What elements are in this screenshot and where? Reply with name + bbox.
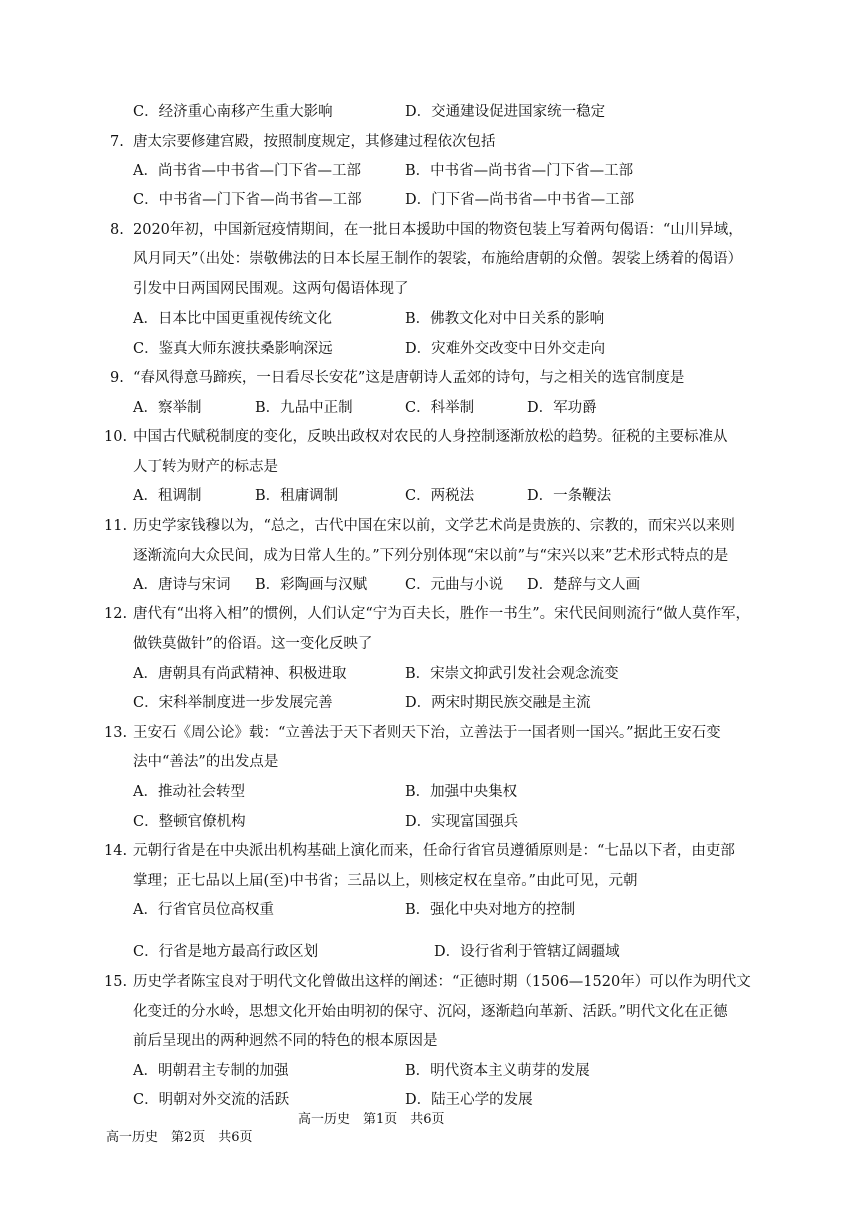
q10-stem-line2: 人丁转为财产的标志是: [133, 459, 278, 475]
q13-option-c: C．整顿官僚机构: [133, 814, 246, 830]
q8-option-b: B．佛教文化对中日关系的影响: [405, 311, 605, 327]
q14-stem: 元朝行省是在中央派出机构基础上演化而来，任命行省官员遵循原则是：“七品以下者，由吏部: [133, 843, 735, 859]
q15-option-b: B．明代资本主义萌芽的发展: [405, 1063, 590, 1079]
q8-stem: 2020年初，中国新冠疫情期间，在一批日本援助中国的物资包装上写着两句偈语：“山川异域，: [133, 222, 743, 238]
q8-option-a: A．日本比中国更重视传统文化: [133, 311, 332, 327]
q7-stem: 唐太宗要修建宫殿，按照制度规定，其修建过程依次包括: [133, 134, 496, 150]
q14-stem-line2: 掌理；正七品以上届(至)中书省；三品以上，则核定权在皇帝。”由此可见，元朝: [133, 873, 638, 889]
q14-option-b: B．强化中央对地方的控制: [405, 902, 576, 918]
q10-option-d: D．一条鞭法: [527, 488, 612, 504]
q9-option-d: D．军功爵: [527, 400, 597, 416]
q7-option-a: A．尚书省—中书省—门下省—工部: [133, 163, 361, 179]
q14-option-c: C．行省是地方最高行政区划: [133, 944, 319, 960]
q8-option-c: C．鉴真大师东渡扶桑影响深远: [133, 341, 333, 357]
q10-option-b: B．租庸调制: [255, 488, 339, 504]
q6-option-d: D．交通建设促进国家统一稳定: [405, 104, 606, 120]
q12-option-b: B．宋崇文抑武引发社会观念流变: [405, 666, 619, 682]
q7-number: 7.: [110, 134, 124, 150]
q10-stem: 中国古代赋税制度的变化，反映出政权对农民的人身控制逐渐放松的趋势。征税的主要标准从: [133, 429, 728, 445]
q15-option-d: D．陆王心学的发展: [405, 1092, 533, 1108]
page-footer-left: 高一历史 第2页 共6页: [106, 1130, 253, 1145]
q14-number: 14.: [104, 843, 128, 859]
q8-number: 8.: [110, 222, 124, 238]
page-footer-center: 高一历史 第1页 共6页: [298, 1112, 445, 1127]
q15-number: 15.: [104, 974, 128, 990]
q13-number: 13.: [104, 725, 128, 741]
q9-option-b: B．九品中正制: [255, 400, 353, 416]
q7-option-d: D．门下省—尚书省—中书省—工部: [405, 192, 635, 208]
q12-option-a: A．唐朝具有尚武精神、积极进取: [133, 666, 347, 682]
q8-stem-line2: 风月同天”（出处：崇敬佛法的日本长屋王制作的袈裟，布施给唐朝的众僧。袈裟上绣着的偈语）: [133, 251, 743, 267]
q15-option-a: A．明朝君主专制的加强: [133, 1063, 289, 1079]
q13-option-d: D．实现富国强兵: [405, 814, 519, 830]
q13-stem-line2: 法中“善法”的出发点是: [133, 754, 279, 770]
q13-option-b: B．加强中央集权: [405, 784, 518, 800]
q10-number: 10.: [104, 429, 128, 445]
q11-option-a: A．唐诗与宋词: [133, 577, 231, 593]
q12-option-c: C．宋科举制度进一步发展完善: [133, 695, 333, 711]
q11-stem-line2: 逐渐流向大众民间，成为日常人生的。”下列分别体现“宋以前”与“宋兴以来”艺术形式特点的是: [133, 548, 729, 564]
q9-option-a: A．察举制: [133, 400, 202, 416]
q15-stem-line3: 前后呈现出的两种迥然不同的特色的根本原因是: [133, 1033, 438, 1049]
q10-option-c: C．两税法: [405, 488, 475, 504]
q8-stem-line3: 引发中日两国网民围观。这两句偈语体现了: [133, 281, 409, 297]
q12-option-d: D．两宋时期民族交融是主流: [405, 695, 591, 711]
q12-stem-line2: 做铁莫做针”的俗语。这一变化反映了: [133, 636, 373, 652]
q14-option-d: D．设行省利于管辖辽阔疆域: [434, 944, 620, 960]
q9-number: 9.: [110, 370, 124, 386]
q7-option-c: C．中书省—门下省—尚书省—工部: [133, 192, 362, 208]
q15-option-c: C．明朝对外交流的活跃: [133, 1092, 290, 1108]
q14-option-a: A．行省官员位高权重: [133, 902, 274, 918]
q10-option-a: A．租调制: [133, 488, 202, 504]
q11-option-b: B．彩陶画与汉赋: [255, 577, 368, 593]
q13-stem: 王安石《周公论》载：“立善法于天下者则天下治，立善法于一国者则一国兴。”据此王安石变: [133, 725, 721, 741]
q12-number: 12.: [104, 606, 128, 622]
q9-stem: “春风得意马蹄疾，一日看尽长安花”这是唐朝诗人孟郊的诗句，与之相关的选官制度是: [133, 370, 685, 386]
q7-option-b: B．中书省—尚书省—门下省—工部: [405, 163, 634, 179]
q6-option-c: C．经济重心南移产生重大影响: [133, 104, 333, 120]
q11-option-d: D．楚辞与文人画: [527, 577, 641, 593]
q15-stem-line2: 化变迁的分水岭，思想文化开始由明初的保守、沉闷，逐渐趋向革新、活跃。”明代文化在正德: [133, 1004, 728, 1020]
q11-option-c: C．元曲与小说: [405, 577, 504, 593]
q15-stem: 历史学者陈宝良对于明代文化曾做出这样的阐述：“正德时期（1506—1520年）可以作为明代文: [133, 974, 751, 990]
q8-option-d: D．灾难外交改变中日外交走向: [405, 341, 606, 357]
q9-option-c: C．科举制: [405, 400, 475, 416]
q12-stem: 唐代有“出将入相”的惯例，人们认定“宁为百夫长，胜作一书生”。宋代民间则流行“做人莫作军，: [133, 606, 751, 622]
q13-option-a: A．推动社会转型: [133, 784, 245, 800]
q11-number: 11.: [104, 518, 128, 534]
q11-stem: 历史学家钱穆以为，“总之，古代中国在宋以前，文学艺术尚是贵族的、宗教的，而宋兴以来则: [133, 518, 735, 534]
